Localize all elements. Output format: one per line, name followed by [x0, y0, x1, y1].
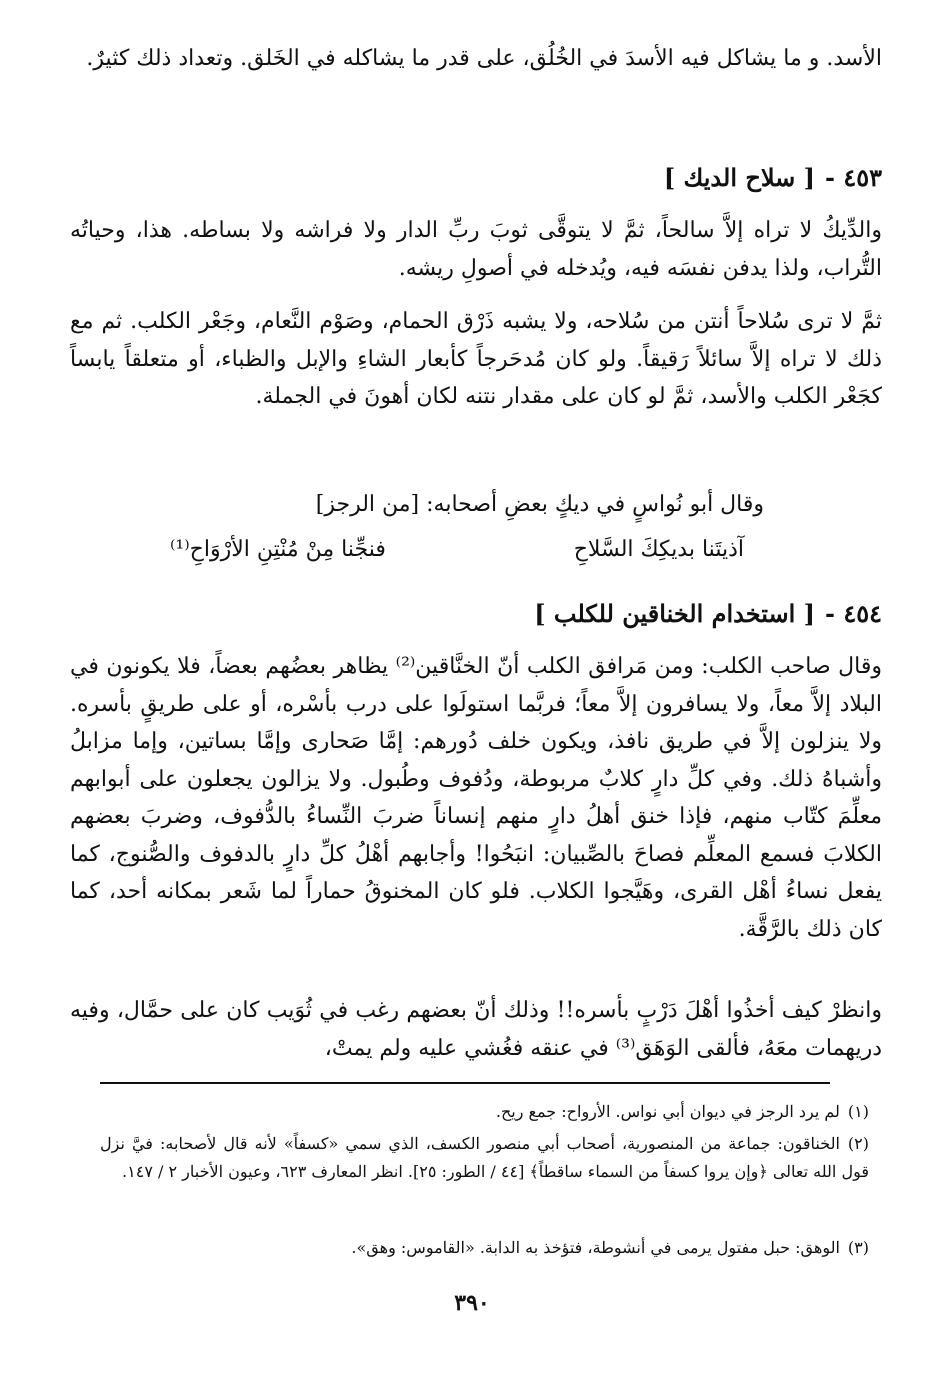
verse-first-hemistich: آذيتَنا بديكِكَ السَّلاحِ: [573, 537, 744, 562]
intro-paragraph: الأسد. و ما يشاكل فيه الأسدَ في الخُلُق، على قدر ما يشاكله في الخَلق. وتعداد ذلك كثيرٌ.: [86, 46, 882, 71]
footnote-1: [100, 1098, 869, 1126]
section-454-heading: [534, 594, 882, 634]
section-454-paragraph-1: وقال صاحب الكلب: ومن مَرافق الكلب أنّ الخنَّاقين⁽²⁾ يظاهر بعضُهم بعضاً، فلا يكونون في البلاد إلاَّ معاً، ولا يسافرون إلاَّ معاً؛ فربَّما استولَوا على درب بأسْره، أو على طريقٍ بأسره. ولا ينزلون إلاَّ في طريق نافذ، ويكون خلف دُورهم: إمَّا صَحارى وإمَّا بساتين، وإما مزابلُ وأشباهُ ذلك. وفي كلِّ دارٍ كلابٌ مربوطة، ودُفوف وطُبول. ولا يزالون يجعلون على أبوابهم معلِّمَ كتّاب منهم، فإذا خنق أهلُ دارٍ منهم إنساناً ضربَ النِّساءُ بالدُّفوف، وضربَ بعضهم الكلابَ فسمع المعلِّم فصاحَ بالصِّبيان: انبَحُوا! وأجابهم أهْلُ كلِّ دارٍ بالدفوف والصُّنوج، كما يفعل نساءُ أهْل القرى، وهَيَّجوا الكلاب. فلو كان المخنوقُ حماراً لما شَعر بمكانه أحد، كما كان ذلك بالرَّقَّة.: [70, 654, 882, 942]
section-454-title: [ استخدام الخناقين للكلب ]: [534, 599, 815, 628]
section-453-number: ٤٥٣ -: [825, 163, 882, 192]
footnote-3: [100, 1234, 869, 1262]
footnote-3-number: (٣): [847, 1238, 869, 1257]
page-number: ٣٩٠: [454, 1290, 490, 1316]
section-454-number: ٤٥٤ -: [825, 599, 882, 628]
footnote-1-text: لم يرد الرجز في ديوان أبي نواس. الأرواح: جمع ريح.: [495, 1102, 840, 1121]
section-453-paragraph-1: والدِّيكُ لا تراه إلاَّ سالحاً، ثمَّ لا يتوقَّى ثوبَ ربِّ الدار ولا فراشه ولا بساطه. هذا، وحياتُه التُّراب، ولذا يدفن نفسَه فيه، ويُدخله في أصولِ ريشه.: [70, 218, 882, 281]
section-453-paragraph-2: ثمَّ لا ترى سُلاحاً أنتن من سُلاحه، ولا يشبه ذَرْق الحمام، وصَوْم النَّعام، وجَعْر الكلب. ثم مع ذلك لا تراه إلاَّ سائلاً رَقيقاً. ولو كان مُدحَرجاً كأبعار الشاءِ والإبل والظباء، أو متعلقاً يابساً كجَعْر الكلب والأسد، ثمَّ لو كان على مقدار نتنه لكان أهونَ في الجملة.: [70, 309, 882, 409]
verse-introduction: وقال أبو نُواسٍ في ديكٍ بعضِ أصحابه: [من الرجز]: [315, 492, 764, 517]
section-454-paragraph-2: وانظرْ كيف أخذُوا أهْلَ دَرْبٍ بأسره!! وذلك أنّ بعضهم رغب في ثُوَيب كان على حمَّال، وفيه دريهمات معَهُ، فألقى الوَهَق⁽³⁾ في عنقه فغُشي عليه ولم يمتْ،: [70, 998, 882, 1061]
verse-second-hemistich: فنجِّنا مِنْ مُنْتِنِ الأرْوَاحِ⁽¹⁾: [170, 537, 386, 562]
section-453-title: [ سلاح الديك ]: [663, 163, 815, 192]
section-453-heading: [664, 158, 882, 198]
footnote-2-number: (٢): [847, 1134, 870, 1153]
footnote-2: [100, 1130, 869, 1186]
footnote-1-number: (١): [847, 1102, 869, 1121]
footnote-separator: [100, 1082, 830, 1084]
footnote-2-text: الخناقون: جماعة من المنصورية، أصحاب أبي منصور الكسف، الذي سمي «كسفاً» لأنه قال لأصحابه: فيَّ نزل قول الله تعالى ﴿وإن يروا كسفاً من السماء ساقطاً﴾ [٤٤ / الطور: ٢٥]. انظر المعارف ٦٢٣، وعيون الأخبار ٢ / ١٤٧.: [100, 1134, 869, 1181]
footnote-3-text: الوهق: حبل مفتول يرمى في أنشوطة، فتؤخذ به الدابة. «القاموس: وهق».: [351, 1238, 840, 1257]
